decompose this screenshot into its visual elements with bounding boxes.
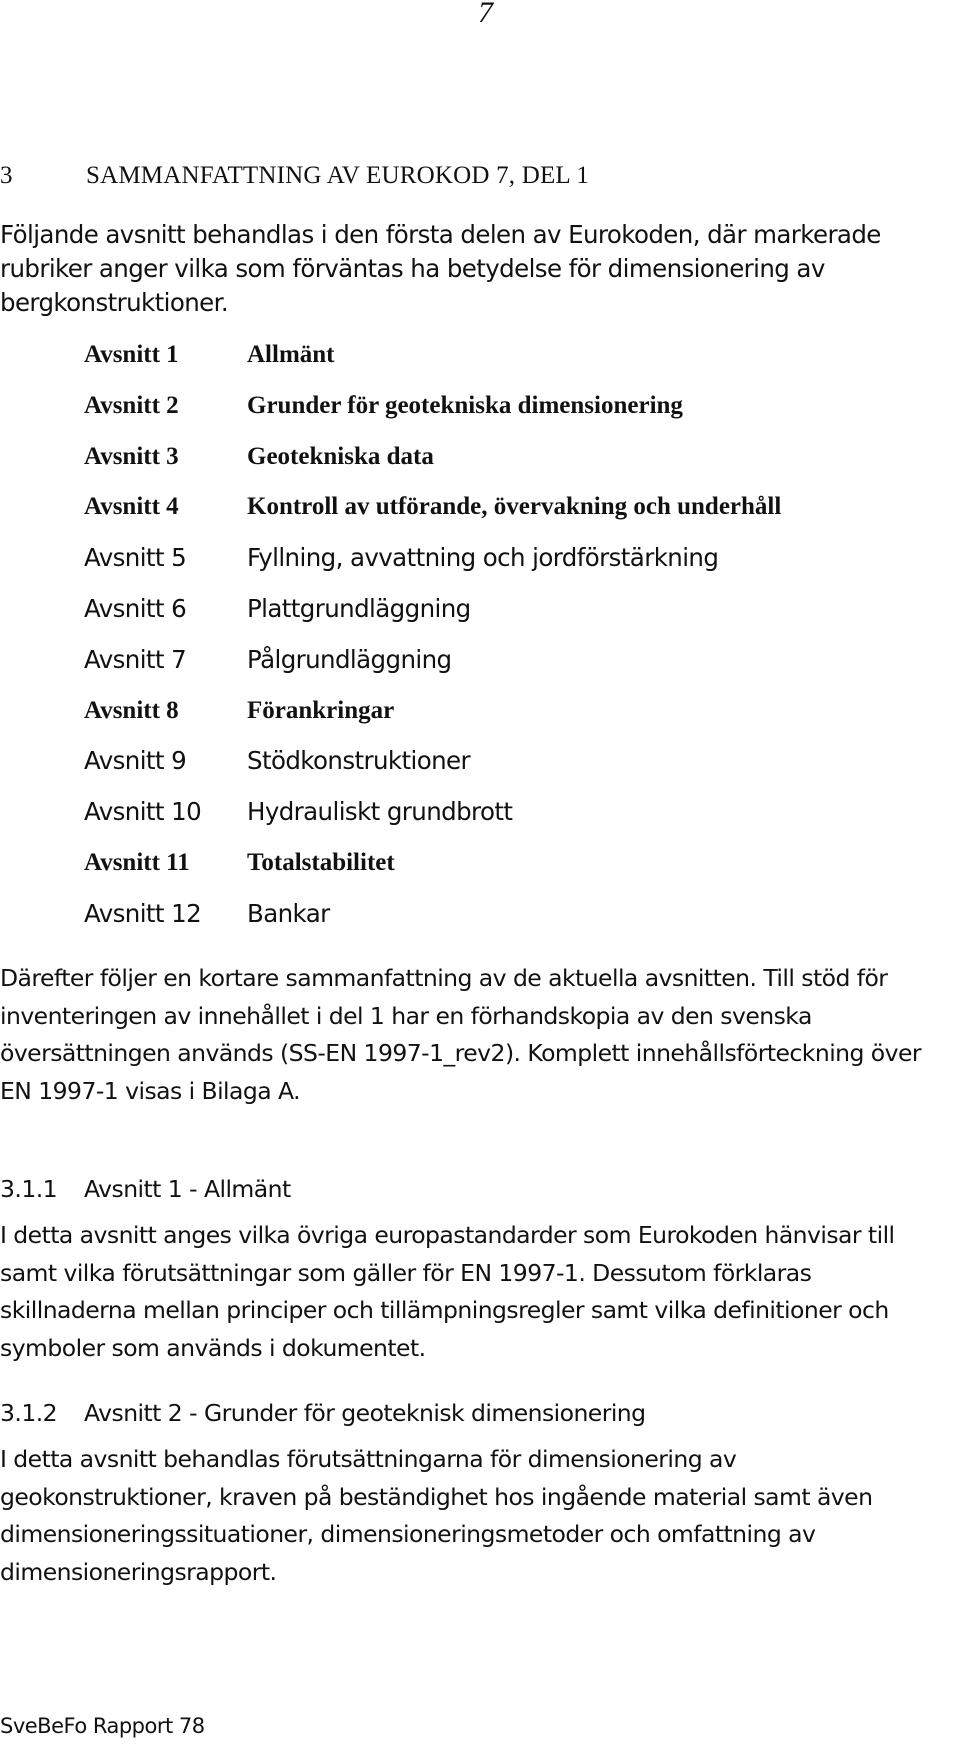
section-number: Avsnitt 2 — [84, 391, 179, 419]
section-row — [84, 541, 944, 592]
section-row — [84, 338, 944, 389]
section-row — [84, 744, 944, 795]
section-list — [84, 338, 944, 948]
subsection-heading — [0, 1172, 291, 1206]
summary-paragraph: Därefter följer en kortare sammanfattning av de aktuella avsnitten. Till stöd för inventeringen av innehållet i del 1 har en förhandskopia av den svenska översättningen används (SS-EN 1997-1_rev2). Komplett innehållsförteckning över EN 1997-1 visas i Bilaga A. — [0, 964, 922, 1105]
section-title: Plattgrundläggning — [247, 593, 471, 623]
section-number: Avsnitt 7 — [84, 644, 187, 674]
section-row — [84, 389, 944, 440]
section-title: Förankringar — [247, 696, 395, 724]
section-number: Avsnitt 8 — [84, 696, 179, 724]
section-row — [84, 795, 944, 846]
section-row — [84, 440, 944, 491]
subsection-heading — [0, 1396, 646, 1430]
subsection-number: 3.1.2 — [0, 1399, 58, 1427]
section-title: Bankar — [247, 898, 330, 928]
section-row — [84, 694, 944, 745]
section-number: Avsnitt 1 — [84, 341, 179, 368]
footer-report-name: SveBeFo Rapport 78 — [0, 1714, 205, 1738]
section-number: Avsnitt 4 — [84, 493, 179, 521]
subsection-number: 3.1.1 — [0, 1175, 58, 1203]
section-row — [84, 592, 944, 643]
section-title: Pålgrundläggning — [247, 644, 452, 674]
section-number: Avsnitt 9 — [84, 746, 187, 776]
section-number: Avsnitt 3 — [84, 442, 179, 470]
section-title: Allmänt — [247, 341, 335, 368]
section-title: Fyllning, avvattning och jordförstärkning — [247, 543, 719, 573]
subsection-title: Avsnitt 2 - Grunder för geoteknisk dimensionering — [84, 1399, 646, 1427]
page-number: 7 — [478, 0, 493, 29]
section-title: Hydrauliskt grundbrott — [247, 797, 513, 827]
subsection-body: I detta avsnitt behandlas förutsättningarna för dimensionering av geokonstruktioner, kraven på beständighet hos ingående material samt även dimensioneringssituationer, dimensioneringsmetoder och omfattning av dimensioneringsrapport. — [0, 1445, 873, 1586]
subsection-body: I detta avsnitt anges vilka övriga europastandarder som Eurokoden hänvisar till samt vilka förutsättningar som gäller för EN 1997-1. Dessutom förklaras skillnaderna mellan principer och tillämpningsregler samt vilka definitioner och symboler som används i dokumentet. — [0, 1221, 895, 1362]
section-row — [84, 643, 944, 694]
section-title: Grunder för geotekniska dimensionering — [247, 391, 683, 419]
section-number: Avsnitt 12 — [84, 898, 202, 928]
section-row — [84, 897, 944, 948]
section-number: Avsnitt 6 — [84, 593, 187, 623]
intro-paragraph: Följande avsnitt behandlas i den första delen av Eurokoden, där markerade rubriker anger vilka som förväntas ha betydelse för dimensionering av bergkonstruktioner. — [0, 220, 881, 317]
section-title: Kontroll av utförande, övervakning och underhåll — [247, 493, 782, 521]
chapter-number: 3 — [0, 162, 13, 189]
section-row — [84, 846, 944, 897]
section-title: Geotekniska data — [247, 442, 434, 470]
section-number: Avsnitt 5 — [84, 543, 187, 573]
section-row — [84, 490, 944, 541]
section-number: Avsnitt 11 — [84, 848, 190, 876]
section-title: Totalstabilitet — [247, 848, 395, 876]
chapter-title: SAMMANFATTNING AV EUROKOD 7, DEL 1 — [86, 162, 590, 189]
chapter-heading — [0, 162, 589, 190]
section-number: Avsnitt 10 — [84, 797, 202, 827]
subsection-title: Avsnitt 1 - Allmänt — [84, 1175, 291, 1203]
section-title: Stödkonstruktioner — [247, 746, 470, 776]
